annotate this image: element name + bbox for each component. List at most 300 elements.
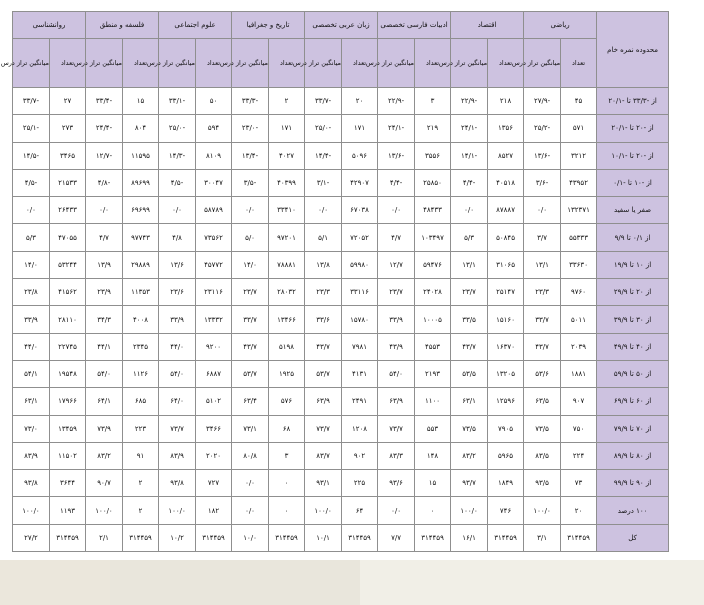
count-cell: ۴۳۹۵۲ <box>561 169 597 196</box>
mean-cell: -۲۲/۹ <box>378 88 415 115</box>
count-cell: ۲۲۷۴۵ <box>50 333 86 360</box>
count-cell: ۶۹۶۹۹ <box>123 197 159 224</box>
count-cell: ۱۰۰۰۵ <box>415 306 451 333</box>
count-cell: ۴۰۰۸ <box>123 306 159 333</box>
count-cell: ۴۱۵۶۲ <box>50 279 86 306</box>
count-cell: ۱۱۵۰۲ <box>50 442 86 469</box>
mean-cell: ۷/۷ <box>378 524 415 551</box>
count-cell: ۶۸۵ <box>123 388 159 415</box>
count-cell: ۵۰۸۴۵ <box>488 224 524 251</box>
count-cell: ۲۴۹۱ <box>342 388 378 415</box>
count-cell: ۸۹۶۹۹ <box>123 169 159 196</box>
mean-cell: ۰/۰ <box>232 470 269 497</box>
count-cell: ۸۷۸۸۷ <box>488 197 524 224</box>
mean-cell: ۶۴/۱ <box>86 388 123 415</box>
mean-cell: ۸۰/۸ <box>232 442 269 469</box>
mean-cell: ۴/۷ <box>86 224 123 251</box>
subject-header-math: ریاضی <box>524 12 597 39</box>
count-cell: ۲۱۸ <box>488 88 524 115</box>
count-cell: ۲۰ <box>342 88 378 115</box>
mean-cell: ۱۰۰/۰ <box>524 497 561 524</box>
mean-cell: ۶۳/۹ <box>378 388 415 415</box>
count-cell: ۱۸۸۱ <box>561 360 597 387</box>
mean-cell: ۵۴/۰ <box>378 360 415 387</box>
mean-cell: ۱۰/۰ <box>232 524 269 551</box>
mean-cell: ۱۰/۱ <box>305 524 342 551</box>
table-row <box>13 306 669 333</box>
count-cell: ۷۹۸۱ <box>342 333 378 360</box>
mean-cell: ۵۳/۷ <box>232 360 269 387</box>
mean-cell: ۲۳/۳ <box>305 279 342 306</box>
count-cell: ۲۲۵ <box>342 470 378 497</box>
count-cell: ۹۲۰۰ <box>196 333 232 360</box>
count-cell: ۳۲۱۲ <box>561 142 597 169</box>
mean-cell: ۳۳/۹ <box>159 306 196 333</box>
count-cell: ۱۱۹۳ <box>50 497 86 524</box>
mean-cell: ۷۳/۷ <box>159 415 196 442</box>
mean-cell: ۲۳/۷ <box>378 279 415 306</box>
table-row <box>13 251 669 278</box>
mean-cell: ۶۳/۵ <box>524 388 561 415</box>
count-cell: ۹۷۷۴۳ <box>123 224 159 251</box>
mean-cell: ۳/۷ <box>524 224 561 251</box>
mean-cell: ۵/۳ <box>451 224 488 251</box>
table-row <box>13 169 669 196</box>
count-cell: ۳۳۶۳۰ <box>561 251 597 278</box>
mean-cell: ۶۳/۴ <box>232 388 269 415</box>
table-row <box>13 333 669 360</box>
mean-cell: ۱۳/۶ <box>159 251 196 278</box>
row-range-label: از ۰/۱ تا ۹/۹ <box>597 224 669 251</box>
count-cell: ۷۳ <box>561 470 597 497</box>
table-row <box>13 360 669 387</box>
table-row <box>13 88 669 115</box>
count-cell: ۷۲۰۵۲ <box>342 224 378 251</box>
mean-cell: ۷۳/۷ <box>305 415 342 442</box>
count-cell: ۱۵ <box>415 470 451 497</box>
count-cell: ۹۷۲۰۱ <box>269 224 305 251</box>
count-cell: ۵۸۷۸۹ <box>196 197 232 224</box>
mean-cell: ۱۶/۱ <box>451 524 488 551</box>
mean-cell: ۲۳/۸ <box>13 279 50 306</box>
count-cell: ۲۲۳ <box>123 415 159 442</box>
count-cell: ۳۴۶۵ <box>50 142 86 169</box>
count-cell: ۴۵۵۳ <box>415 333 451 360</box>
mean-header: میانگین تراز درس <box>13 39 50 88</box>
mean-cell: ۳۳/۷ <box>524 306 561 333</box>
count-cell: ۳ <box>415 88 451 115</box>
count-cell: ۳۱۴۴۵۹ <box>123 524 159 551</box>
mean-cell: ۰/۰ <box>13 197 50 224</box>
count-cell: ۳۱۴۴۵۹ <box>269 524 305 551</box>
count-cell: ۱۸۴۹ <box>488 470 524 497</box>
count-cell: ۵۱۹۸ <box>269 333 305 360</box>
count-cell: ۳ <box>269 442 305 469</box>
mean-cell: ۸۳/۲ <box>451 442 488 469</box>
mean-cell: -۱۴/۴ <box>305 142 342 169</box>
mean-cell: ۸۳/۲ <box>86 442 123 469</box>
count-cell: ۲۱۹۳ <box>415 360 451 387</box>
mean-cell: ۵۴/۰ <box>86 360 123 387</box>
mean-cell: -۲۴/۱ <box>451 115 488 142</box>
mean-cell: ۴۳/۷ <box>232 333 269 360</box>
count-cell: ۲۱۹ <box>415 115 451 142</box>
mean-cell: -۴/۵ <box>159 169 196 196</box>
table-row <box>13 497 669 524</box>
table-row <box>13 470 669 497</box>
count-header: تعداد <box>50 39 86 88</box>
count-cell: ۳۳۴۱۰ <box>269 197 305 224</box>
mean-cell: ۱۰۰/۰ <box>159 497 196 524</box>
count-cell: ۴۸۴۳۳ <box>415 197 451 224</box>
count-header: تعداد <box>415 39 451 88</box>
mean-cell: ۴۴/۰ <box>159 333 196 360</box>
count-header: تعداد <box>342 39 378 88</box>
row-range-label: از ۴۰ تا ۴۹/۹ <box>597 333 669 360</box>
mean-cell: ۲/۱ <box>86 524 123 551</box>
count-cell: ۳۱۴۴۵۹ <box>488 524 524 551</box>
count-cell: ۵۵۳۳۳ <box>561 224 597 251</box>
mean-cell: ۵/۰ <box>232 224 269 251</box>
count-cell: ۷۴۶ <box>488 497 524 524</box>
count-header: تعداد <box>123 39 159 88</box>
count-cell: ۱۱۰۰ <box>415 388 451 415</box>
count-cell: ۶۷۰۳۸ <box>342 197 378 224</box>
mean-cell: -۱۳/۶ <box>378 142 415 169</box>
count-cell: ۴۱۳۱ <box>342 360 378 387</box>
mean-cell: ۴۳/۷ <box>451 333 488 360</box>
mean-cell: ۲۳/۹ <box>86 279 123 306</box>
mean-cell: ۴/۸ <box>159 224 196 251</box>
mean-cell: ۱۳/۸ <box>305 251 342 278</box>
count-cell: ۴۰۵۱۸ <box>488 169 524 196</box>
mean-cell: ۵۳/۶ <box>524 360 561 387</box>
mean-cell: ۱۰۰/۰ <box>451 497 488 524</box>
count-cell: ۶۸۸۷ <box>196 360 232 387</box>
subject-header-psychology: روانشناسی <box>13 12 86 39</box>
mean-cell: -۳۳/۴ <box>86 88 123 115</box>
row-range-label: از ۶۰ تا ۶۹/۹ <box>597 388 669 415</box>
mean-cell: ۱۰۰/۰ <box>86 497 123 524</box>
count-cell: ۷۳۵۶۲ <box>196 224 232 251</box>
mean-cell: ۶۳/۱ <box>451 388 488 415</box>
count-cell: ۱۲۰۸ <box>342 415 378 442</box>
mean-cell: ۰/۰ <box>378 197 415 224</box>
count-cell: ۲۹۸۸۹ <box>123 251 159 278</box>
subject-header-arabic: زبان عربی تخصصی <box>305 12 378 39</box>
mean-cell: ۹۳/۱ <box>305 470 342 497</box>
table-row <box>13 388 669 415</box>
count-cell: ۱۹۲۵ <box>269 360 305 387</box>
count-cell: ۲۲۴ <box>561 442 597 469</box>
count-cell: ۵۳۲۴۴ <box>50 251 86 278</box>
row-range-label: از -۲۰ تا -۲۰/۱ <box>597 115 669 142</box>
count-cell: ۲۷۳ <box>50 115 86 142</box>
count-cell: ۱۱۲۶ <box>123 360 159 387</box>
count-cell: ۳۰۰۴۷ <box>196 169 232 196</box>
count-cell: ۲ <box>123 497 159 524</box>
mean-cell: ۵/۳ <box>13 224 50 251</box>
mean-cell: ۴۳/۷ <box>305 333 342 360</box>
mean-header: میانگین تراز درس <box>305 39 342 88</box>
count-cell: ۵۵۳ <box>415 415 451 442</box>
count-cell: ۱۳۴۶۶ <box>269 306 305 333</box>
mean-cell: ۴۴/۰ <box>13 333 50 360</box>
mean-cell: ۵۴/۱ <box>13 360 50 387</box>
mean-cell: ۷۳/۰ <box>13 415 50 442</box>
table-row <box>13 442 669 469</box>
row-range-label: از -۲۰ تا -۱۰/۱ <box>597 142 669 169</box>
mean-cell: ۸۳/۷ <box>305 442 342 469</box>
count-cell: ۲۵۸۵۰ <box>415 169 451 196</box>
mean-cell: -۴/۴ <box>451 169 488 196</box>
mean-cell: -۲۷/۹ <box>524 88 561 115</box>
mean-cell: ۱۴/۰ <box>232 251 269 278</box>
mean-cell: ۱۰۰/۰ <box>305 497 342 524</box>
count-cell: ۳۶۴۴ <box>50 470 86 497</box>
mean-cell: -۳۳/۷ <box>305 88 342 115</box>
count-cell: ۲۰ <box>561 497 597 524</box>
row-range-label: از ۷۰ تا ۷۹/۹ <box>597 415 669 442</box>
count-cell: ۱۳۵۶ <box>488 115 524 142</box>
row-range-label: از -۳۳/۳ تا -۲۰/۱ <box>597 88 669 115</box>
mean-cell: -۳۳/۳ <box>232 88 269 115</box>
mean-cell: ۳/۱ <box>524 524 561 551</box>
count-cell: ۴۰۲۷ <box>269 142 305 169</box>
mean-cell: ۲۳/۷ <box>232 279 269 306</box>
mean-cell: ۰/۰ <box>86 197 123 224</box>
count-cell: ۱۷۹۶۶ <box>50 388 86 415</box>
count-cell: ۳۴۶۶ <box>196 415 232 442</box>
count-cell: ۴۰۳۹۹ <box>269 169 305 196</box>
count-cell: ۰ <box>269 470 305 497</box>
count-cell: ۲۳۱۱۶ <box>196 279 232 306</box>
mean-cell: ۱۰/۲ <box>159 524 196 551</box>
mean-cell: ۶۳/۱ <box>13 388 50 415</box>
count-cell: ۵۹۴ <box>196 115 232 142</box>
count-cell: ۴۵ <box>561 88 597 115</box>
mean-cell: ۰/۰ <box>232 197 269 224</box>
count-cell: ۵۰ <box>196 88 232 115</box>
count-cell: ۲۷ <box>50 88 86 115</box>
count-cell: ۷۲۷ <box>196 470 232 497</box>
table-row <box>13 279 669 306</box>
count-cell: ۲۰۲۰ <box>196 442 232 469</box>
mean-cell: ۸۳/۹ <box>13 442 50 469</box>
count-cell: ۳۵۵۶ <box>415 142 451 169</box>
mean-cell: -۱۴/۵ <box>13 142 50 169</box>
count-cell: ۱۶۳۷۰ <box>488 333 524 360</box>
count-cell: ۳۱۴۴۵۹ <box>342 524 378 551</box>
count-cell: ۱۰۳۴۹۷ <box>415 224 451 251</box>
mean-cell: ۳۳/۹ <box>13 306 50 333</box>
mean-cell: ۹۳/۷ <box>451 470 488 497</box>
background-band-center <box>110 560 360 605</box>
mean-cell: ۵/۱ <box>305 224 342 251</box>
count-header: تعداد <box>561 39 597 88</box>
mean-cell: ۳۳/۹ <box>378 306 415 333</box>
mean-cell: ۲۳/۳ <box>524 279 561 306</box>
count-cell: ۳۱۴۴۵۹ <box>50 524 86 551</box>
mean-cell: -۲۴/۱ <box>378 115 415 142</box>
mean-cell: ۳۳/۶ <box>305 306 342 333</box>
mean-cell: ۳۳/۷ <box>232 306 269 333</box>
mean-cell: ۳۴/۳ <box>86 306 123 333</box>
table-row <box>13 142 669 169</box>
mean-cell: ۸۳/۳ <box>378 442 415 469</box>
table-row <box>13 524 669 551</box>
count-header: تعداد <box>269 39 305 88</box>
mean-cell: ۱۳/۹ <box>86 251 123 278</box>
row-range-label: ۱۰۰ درصد <box>597 497 669 524</box>
row-range-label: از ۳۰ تا ۳۹/۹ <box>597 306 669 333</box>
count-cell: ۱۵ <box>123 88 159 115</box>
row-range-label: کل <box>597 524 669 551</box>
count-cell: ۸۵۲۷ <box>488 142 524 169</box>
score-distribution-table <box>0 11 669 552</box>
count-cell: ۱۳۲۰۵ <box>488 360 524 387</box>
count-cell: ۱۵۷۸۰ <box>342 306 378 333</box>
count-cell: ۲۶۴۳۳ <box>50 197 86 224</box>
background-band-left <box>0 560 120 605</box>
mean-cell: ۷۳/۷ <box>378 415 415 442</box>
mean-cell: -۳/۶ <box>524 169 561 196</box>
count-cell: ۵۹۴۷۶ <box>415 251 451 278</box>
count-cell: ۲۸۱۱۰ <box>50 306 86 333</box>
mean-cell: -۱۴/۱ <box>451 142 488 169</box>
mean-cell: -۱۳/۴ <box>232 142 269 169</box>
count-cell: ۳۱۴۴۵۹ <box>415 524 451 551</box>
count-cell: ۵۹۶۵ <box>488 442 524 469</box>
mean-cell: ۰/۰ <box>378 497 415 524</box>
mean-cell: ۹۳/۶ <box>378 470 415 497</box>
subject-header-economics: اقتصاد <box>451 12 524 39</box>
mean-cell: -۲۲/۹ <box>451 88 488 115</box>
count-cell: ۵۰۹۶ <box>342 142 378 169</box>
mean-header: میانگین تراز درس <box>451 39 488 88</box>
mean-cell: ۰/۰ <box>159 197 196 224</box>
count-cell: ۲۸۰۳۲ <box>269 279 305 306</box>
subject-header-philosophy-logic: فلسفه و منطق <box>86 12 159 39</box>
mean-cell: ۵۴/۰ <box>159 360 196 387</box>
mean-cell: -۱۲/۷ <box>86 142 123 169</box>
count-cell: ۱۳۴۵۹ <box>50 415 86 442</box>
mean-cell: ۹۳/۸ <box>159 470 196 497</box>
count-cell: ۳۱۴۴۵۹ <box>561 524 597 551</box>
mean-cell: ۹۳/۵ <box>524 470 561 497</box>
count-cell: ۵۰۱۱ <box>561 306 597 333</box>
count-cell: ۹۰۷ <box>561 388 597 415</box>
count-cell: ۳۱۰۶۵ <box>488 251 524 278</box>
count-cell: ۲ <box>123 470 159 497</box>
count-cell: ۳۱۴۴۵۹ <box>196 524 232 551</box>
mean-cell: -۴/۴ <box>378 169 415 196</box>
count-cell: ۹۱ <box>123 442 159 469</box>
mean-cell: ۹۰/۷ <box>86 470 123 497</box>
mean-cell: -۳/۵ <box>232 169 269 196</box>
mean-cell: -۲۵/۲ <box>524 115 561 142</box>
mean-cell: ۵۳/۵ <box>451 360 488 387</box>
count-cell: ۰ <box>269 497 305 524</box>
row-range-label: از ۵۰ تا ۵۹/۹ <box>597 360 669 387</box>
row-range-label: از ۸۰ تا ۸۹/۹ <box>597 442 669 469</box>
count-cell: ۴۷۰۵۵ <box>50 224 86 251</box>
count-cell: ۲۴۰۲۸ <box>415 279 451 306</box>
count-cell: ۱۷۱ <box>269 115 305 142</box>
count-cell: ۱۷۱ <box>342 115 378 142</box>
mean-cell: ۱۴/۰ <box>13 251 50 278</box>
mean-cell: ۹۳/۸ <box>13 470 50 497</box>
mean-cell: -۱۴/۳ <box>159 142 196 169</box>
mean-cell: ۰/۰ <box>232 497 269 524</box>
mean-cell: ۴۳/۷ <box>524 333 561 360</box>
mean-cell: ۷۳/۵ <box>451 415 488 442</box>
mean-cell: ۱۲/۷ <box>378 251 415 278</box>
row-range-label: از ۹۰ تا ۹۹/۹ <box>597 470 669 497</box>
count-cell: ۱۳۳۳۲ <box>196 306 232 333</box>
mean-cell: -۲۳/۰ <box>232 115 269 142</box>
mean-header: میانگین تراز درس <box>378 39 415 88</box>
count-cell: ۴۵۷۷۲ <box>196 251 232 278</box>
count-cell: ۷۹۰۵ <box>488 415 524 442</box>
mean-cell: -۲۵/۱ <box>13 115 50 142</box>
mean-cell: ۰/۰ <box>451 197 488 224</box>
count-cell: ۵۹۹۸۰ <box>342 251 378 278</box>
mean-cell: ۴۳/۹ <box>378 333 415 360</box>
subject-header-social-sciences: علوم اجتماعی <box>159 12 232 39</box>
subject-header-persian-literature: ادبیات فارسی تخصصی <box>378 12 451 39</box>
mean-header: میانگین تراز درس <box>524 39 561 88</box>
mean-cell: ۸۳/۵ <box>524 442 561 469</box>
count-cell: ۱۴۸ <box>415 442 451 469</box>
count-cell: ۷۸۸۸۱ <box>269 251 305 278</box>
mean-cell: ۷۳/۹ <box>86 415 123 442</box>
mean-cell: ۱۳/۱ <box>524 251 561 278</box>
count-cell: ۵۷۱ <box>561 115 597 142</box>
count-cell: ۲ <box>269 88 305 115</box>
mean-cell: ۶۳/۹ <box>305 388 342 415</box>
mean-cell: ۳۳/۵ <box>451 306 488 333</box>
mean-cell: ۲۷/۲ <box>13 524 50 551</box>
mean-cell: ۴۴/۱ <box>86 333 123 360</box>
mean-cell: ۶۴/۰ <box>159 388 196 415</box>
count-header: تعداد <box>196 39 232 88</box>
mean-header: میانگین تراز درس <box>232 39 269 88</box>
mean-header: میانگین تراز درس <box>159 39 196 88</box>
mean-cell: ۸۳/۹ <box>159 442 196 469</box>
count-cell: ۱۵۱۶۰ <box>488 306 524 333</box>
count-cell: ۱۱۳۵۳ <box>123 279 159 306</box>
count-cell: ۱۸۲ <box>196 497 232 524</box>
mean-cell: -۳۳/۷ <box>13 88 50 115</box>
count-cell: ۸۱۰۹ <box>196 142 232 169</box>
count-cell: ۸۰۴ <box>123 115 159 142</box>
mean-cell: ۱۰۰/۰ <box>13 497 50 524</box>
mean-cell: ۲۳/۷ <box>451 279 488 306</box>
mean-cell: -۴/۸ <box>86 169 123 196</box>
count-cell: ۱۳۲۳۷۱ <box>561 197 597 224</box>
count-cell: ۶۴ <box>342 497 378 524</box>
mean-cell: ۰/۰ <box>305 197 342 224</box>
mean-cell: -۳۳/۱ <box>159 88 196 115</box>
row-range-label: صفر یا سفید <box>597 197 669 224</box>
mean-cell: -۱۳/۶ <box>524 142 561 169</box>
mean-cell: -۲۵/۰ <box>159 115 196 142</box>
range-column-header: محدوده نمره خام <box>597 12 669 88</box>
mean-cell: ۲۳/۶ <box>159 279 196 306</box>
mean-cell: ۷۳/۵ <box>524 415 561 442</box>
table-row <box>13 197 669 224</box>
